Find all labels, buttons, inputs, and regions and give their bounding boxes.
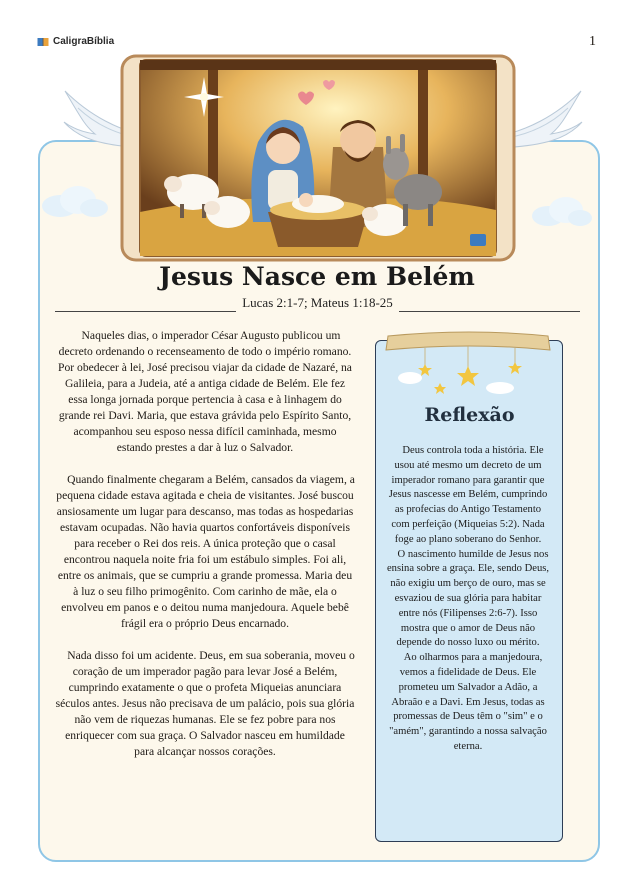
left-cloud-decoration — [40, 178, 110, 220]
divider-right — [399, 311, 580, 312]
scripture-reference: Lucas 2:1-7; Mateus 1:18-25 — [242, 294, 393, 310]
story-paragraph-1: Naqueles dias, o imperador César Augusto publicou um decreto ordenando o recenseamento de todo o império romano. Por obedecer à lei, José precisou viajar da cidade de Nazaré, na Galileia, para a Judeia, até a antiga cidade de Belém. Ele fez essa longa jornada porque pertencia à casa e à linhagem do grande rei Davi. Maria, que estava grávida pelo Espírito Santo, acompanhou seu esposo nessa difícil caminhada, mesmo estando prestes a dar à luz o Salvador. — [58, 329, 352, 454]
story-paragraph-2: Quando finalmente chegaram a Belém, cansados da viagem, a pequena cidade estava agitada e cheia de visitantes. José buscou ansiosamente um lugar para descanso, mas todas as hospedarias estavam ocupadas. Não havia quartos confortáveis disponíveis para receber o Rei dos reis. A única proteção que o casal encontrou naquela noite fria foi um estábulo simples. Foi ali, entre os animais, que se cumpriu a grande promessa. Maria deu à luz o seu filho primogênito. Com carinho de mãe, ela o envolveu em panos e o deitou numa manjedoura. Aquele bebê frágil era o próprio Deus encarnado. — [56, 473, 355, 630]
reference-row — [55, 293, 580, 312]
page-number: 1 — [589, 34, 596, 49]
book-icon — [37, 37, 49, 47]
scroll-banner-decoration — [380, 328, 555, 398]
nativity-illustration — [118, 52, 518, 264]
story-body — [55, 328, 355, 776]
reflection-title: Reflexão — [424, 404, 515, 426]
brand-logo — [37, 36, 114, 47]
reflection-paragraph-2: O nascimento humilde de Jesus nos ensina sobre a graça. Ele, sendo Deus, não exigiu um berço de ouro, mas se esvaziou de sua glória para habitar entre nós (Filipenses 2:6-7). Isso mostra que o amor de Deus não depende do nosso luxo ou mérito. — [386, 548, 550, 649]
reflection-paragraph-3: Ao olharmos para a manjedoura, vemos a fidelidade de Deus. Ele prometeu um Salvador a Adão, a Abraão e a Davi. Em Jesus, todas as promessas de Deus têm o "sim" e o "amém", garantindo a nossa salvação eterna. — [389, 652, 547, 752]
page-title: Jesus Nasce em Belém — [159, 262, 475, 291]
right-cloud-decoration — [530, 190, 594, 230]
divider-left — [55, 311, 236, 312]
story-paragraph-3: Nada disso foi um acidente. Deus, em sua soberania, moveu o coração de um imperador pagão para levar José a Belém, cumprindo exatamente o que o profeta Miqueias anunciara séculos antes. Jesus não precisava de um palácio, pois sua glória não vem de riquezas humanas. Ele se fez pobre para nos enriquecer com sua graça. O Salvador nasceu em humildade para alcançar nossos corações. — [55, 649, 355, 758]
reflection-paragraph-1: Deus controla toda a história. Ele usou até mesmo um decreto de um imperador romano para garantir que Jesus nascesse em Belém, cumprindo as profecias do Antigo Testamento com perfeição (Miqueias 5:2). Nada foge ao plano soberano do Senhor. — [388, 445, 548, 545]
brand-name: CaligraBíblia — [53, 36, 115, 47]
reflection-body — [386, 444, 550, 755]
